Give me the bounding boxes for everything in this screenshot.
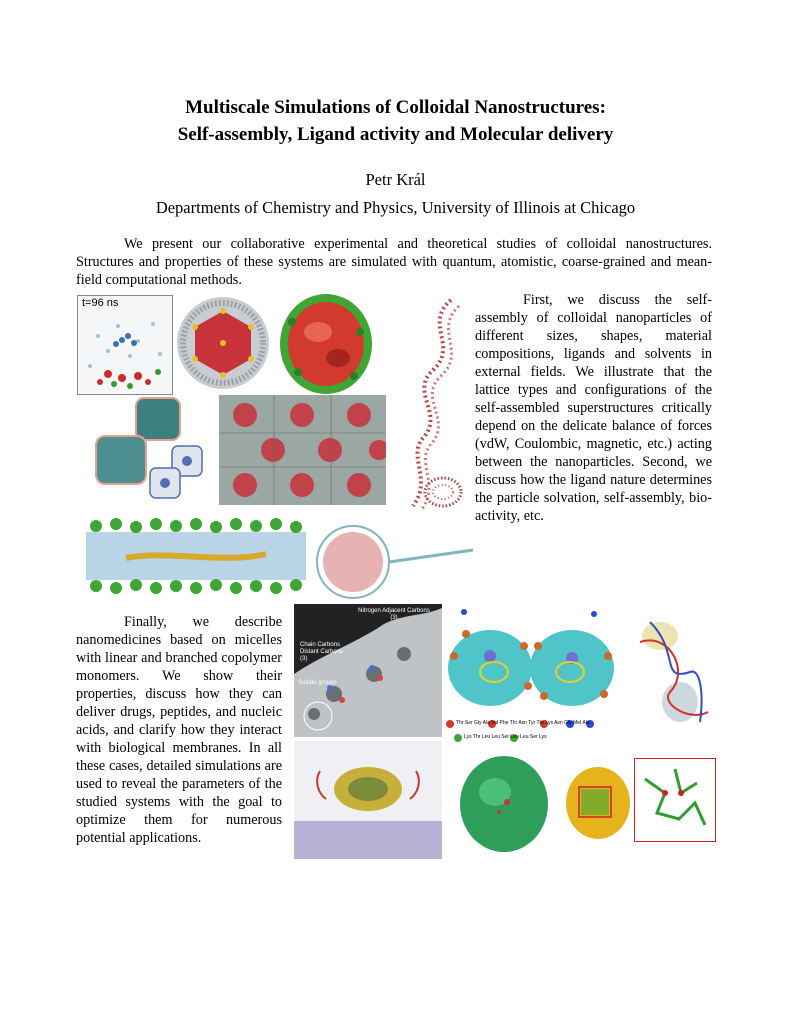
- figure-ring-cluster: [418, 470, 468, 514]
- peptide-seq-2: Lys Thr Leu Leu Ser Leu Leu Ser Lys: [464, 734, 547, 740]
- time-label: t=96 ns: [82, 297, 119, 309]
- figure-micelle-pair: [444, 606, 624, 716]
- figure-peptide-sequence: [444, 718, 624, 744]
- ligand-label-2: Chain Carbons Distant Carbons (3): [300, 642, 344, 662]
- author: Petr Král: [365, 170, 426, 189]
- figure-ligand-surface: [294, 604, 442, 737]
- ligand-label-1: Nitrogen Adjacent Carbons (3): [358, 608, 430, 621]
- title-line-2: Self-assembly, Ligand activity and Molecular delivery: [177, 124, 614, 145]
- peptide-seq-1: Thr Ser Gly Ala Val Phe Thr Asn Tyr Thr Lys Asn Gly Met Ala: [456, 720, 590, 726]
- nanomedicine-paragraph: Finally, we describe nanomedicines based on micelles with linear and branched copolymer monomers. We show their properties, discuss how they can deliver drugs, peptides, and nucleic acids, and clarify how they interact with biological membranes. In all these cases, detailed simulations are used to reveal the parameters of the studied systems with the goal to optimize them for numerous potential applications.: [76, 614, 282, 846]
- figure-time-snapshot: [77, 295, 173, 395]
- figure-lattice-micrograph: [219, 395, 386, 505]
- figure-ligand-zoom: [634, 758, 716, 842]
- affiliation: Departments of Chemistry and Physics, University of Illinois at Chicago: [155, 198, 636, 217]
- figure-micelle-membrane: [294, 741, 442, 859]
- title-line-1: Multiscale Simulations of Colloidal Nanostructures:: [185, 97, 606, 118]
- figure-ligand-shell: [278, 292, 374, 396]
- paper-title: [0, 94, 791, 148]
- figure-yellow-particle: [563, 763, 633, 843]
- figure-nucleic-acid: [630, 612, 712, 732]
- figure-spiral-sheet: [307, 520, 477, 604]
- figure-nanoparticle-ligands: [175, 295, 271, 391]
- figure-nanocubes: [86, 392, 216, 504]
- figure-green-cluster: [455, 752, 553, 856]
- ligand-label-3: Sulfate groups: [298, 680, 337, 686]
- self-assembly-paragraph: First, we discuss the self-assembly of colloidal nanoparticles of different sizes, shapes, material compositions, ligands and solvents in external fields. We illustrate that the lattice types and configurations of the self-assembled superstructures critically depend on the delicate balance of forces (vdW, Coulombic, magnetic, etc.) acting between the nanoparticles. Second, we discuss how the ligand nature determines the particle solvation, self-assembly, bio-activity, etc.: [475, 292, 712, 524]
- intro-paragraph: We present our collaborative experimental and theoretical studies of colloidal nanostructures. Structures and properties of these systems are simulated with quantum, atomistic, coarse-grained and mean-field computational methods.: [76, 236, 712, 288]
- figure-membrane-slab: [86, 514, 306, 598]
